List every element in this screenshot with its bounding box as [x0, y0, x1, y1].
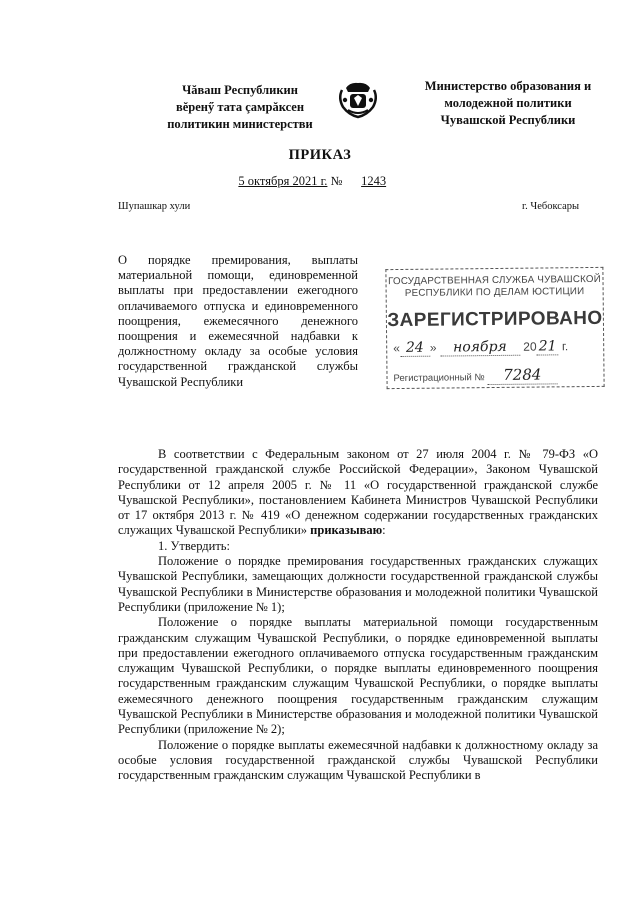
subject-text: О порядке премирования, выплаты материальной помощи, единовременной выплаты при предоставлении ежегодного оплачиваемого отпуска и единовременного поощрения, ежемесячного денежного поощрения и ежемесячной надбавки к должностному окладу за особые условия государственной гражданской службы Чувашской Республики	[118, 253, 358, 389]
body-paragraph-allowance: Положение о порядке выплаты ежемесячной надбавки к должностному окладу за особые условия государственной гражданской службы Чувашской Республики государственным гражданским служащим Чувашской Республики в	[118, 737, 598, 783]
order-date-number-line	[0, 174, 640, 189]
header-right-line: молодежной политики	[444, 96, 572, 110]
stamp-organization	[386, 274, 602, 300]
order-date: 5 октября 2021 г.	[238, 174, 328, 188]
stamp-year-suffix: г.	[561, 339, 569, 354]
order-number-label: №	[330, 174, 343, 188]
preamble-order-word: приказываю	[310, 523, 383, 538]
body-paragraph-appendix-1: Положение о порядке премирования государственных гражданских служащих Чувашской Республики, замещающих должности государственной гражданской службы Чувашской Республики в Министерстве образования и молодежной политики Чувашской Республики (приложение № 1);	[118, 554, 598, 614]
stamp-reg-label: Регистрационный №	[393, 372, 485, 385]
header-left-line: политикин министерстви	[167, 117, 313, 131]
header-right-line: Министерство образования и	[424, 79, 592, 93]
body-paragraph-approve: 1. Утвердить:	[158, 538, 230, 553]
place-russian: г. Чебоксары	[522, 201, 580, 212]
preamble-text: В соответствии с Федеральным законом от 27 июля 2004 г. № 79-ФЗ «О государственной гражданской службе Российской Федерации», Законом Чувашской Республики от 12 апреля 2005 г. № 11 «О государственной гражданской службе Чувашской Республики», постановлением Кабинета Министров Чувашской Республики от 17 октября 2013 г. № 419 «О денежном содержании государственных гражданских служащих Чувашской Республики»	[118, 447, 598, 538]
stamp-year: 21	[537, 338, 559, 355]
order-body	[118, 447, 598, 784]
body-paragraph-appendix-2: Положение о порядке выплаты материальной помощи государственным гражданским служащим Чувашской Республики, о порядке единовременной выплаты при предоставлении ежегодного оплачиваемого отпуска государственным гражданским служащим Чувашской Республики, о порядке выплаты единовременного поощрения государственным гражданским служащим Чувашской Республики, о порядке выплаты ежемесячного денежного поощрения государственным гражданским служащим Чувашской Республики в Министерстве образования и молодежной политики Чувашской Республики (приложение № 2);	[118, 615, 598, 737]
order-subject	[118, 253, 358, 390]
order-number: 1243	[361, 174, 387, 188]
header-left-line: Чăваш Республикин	[182, 83, 298, 97]
stamp-quote-open: «	[393, 340, 400, 356]
emblem-icon	[336, 80, 380, 120]
stamp-registration-date	[387, 338, 603, 357]
place-chuvash: Шупашкар хули	[118, 201, 191, 212]
coat-of-arms-emblem	[336, 80, 380, 120]
stamp-reg-number: 7284	[487, 365, 557, 385]
stamp-registration-number-line	[387, 365, 603, 386]
stamp-month: ноября	[440, 339, 520, 357]
stamp-registered-label: ЗАРЕГИСТРИРОВАНО	[387, 307, 603, 332]
header-left-line: вĕренӳ тата çамрăксен	[175, 100, 305, 114]
stamp-day: 24	[400, 340, 430, 357]
header-right-ministry-name	[392, 78, 624, 129]
body-paragraph-preamble	[118, 447, 598, 539]
document-title: ПРИКАЗ	[288, 147, 352, 163]
preamble-colon: :	[382, 523, 386, 538]
header-left-ministry-name	[140, 82, 340, 133]
registration-stamp	[385, 267, 604, 389]
stamp-org-line: ГОСУДАРСТВЕННАЯ СЛУЖБА ЧУВАШСКОЙ	[387, 273, 602, 288]
header-right-line: Чувашской Республики	[440, 113, 576, 127]
stamp-quote-close: »	[429, 340, 437, 355]
stamp-org-line: РЕСПУБЛИКИ ПО ДЕЛАМ ЮСТИЦИИ	[404, 286, 585, 299]
stamp-year-prefix: 20	[523, 339, 537, 354]
